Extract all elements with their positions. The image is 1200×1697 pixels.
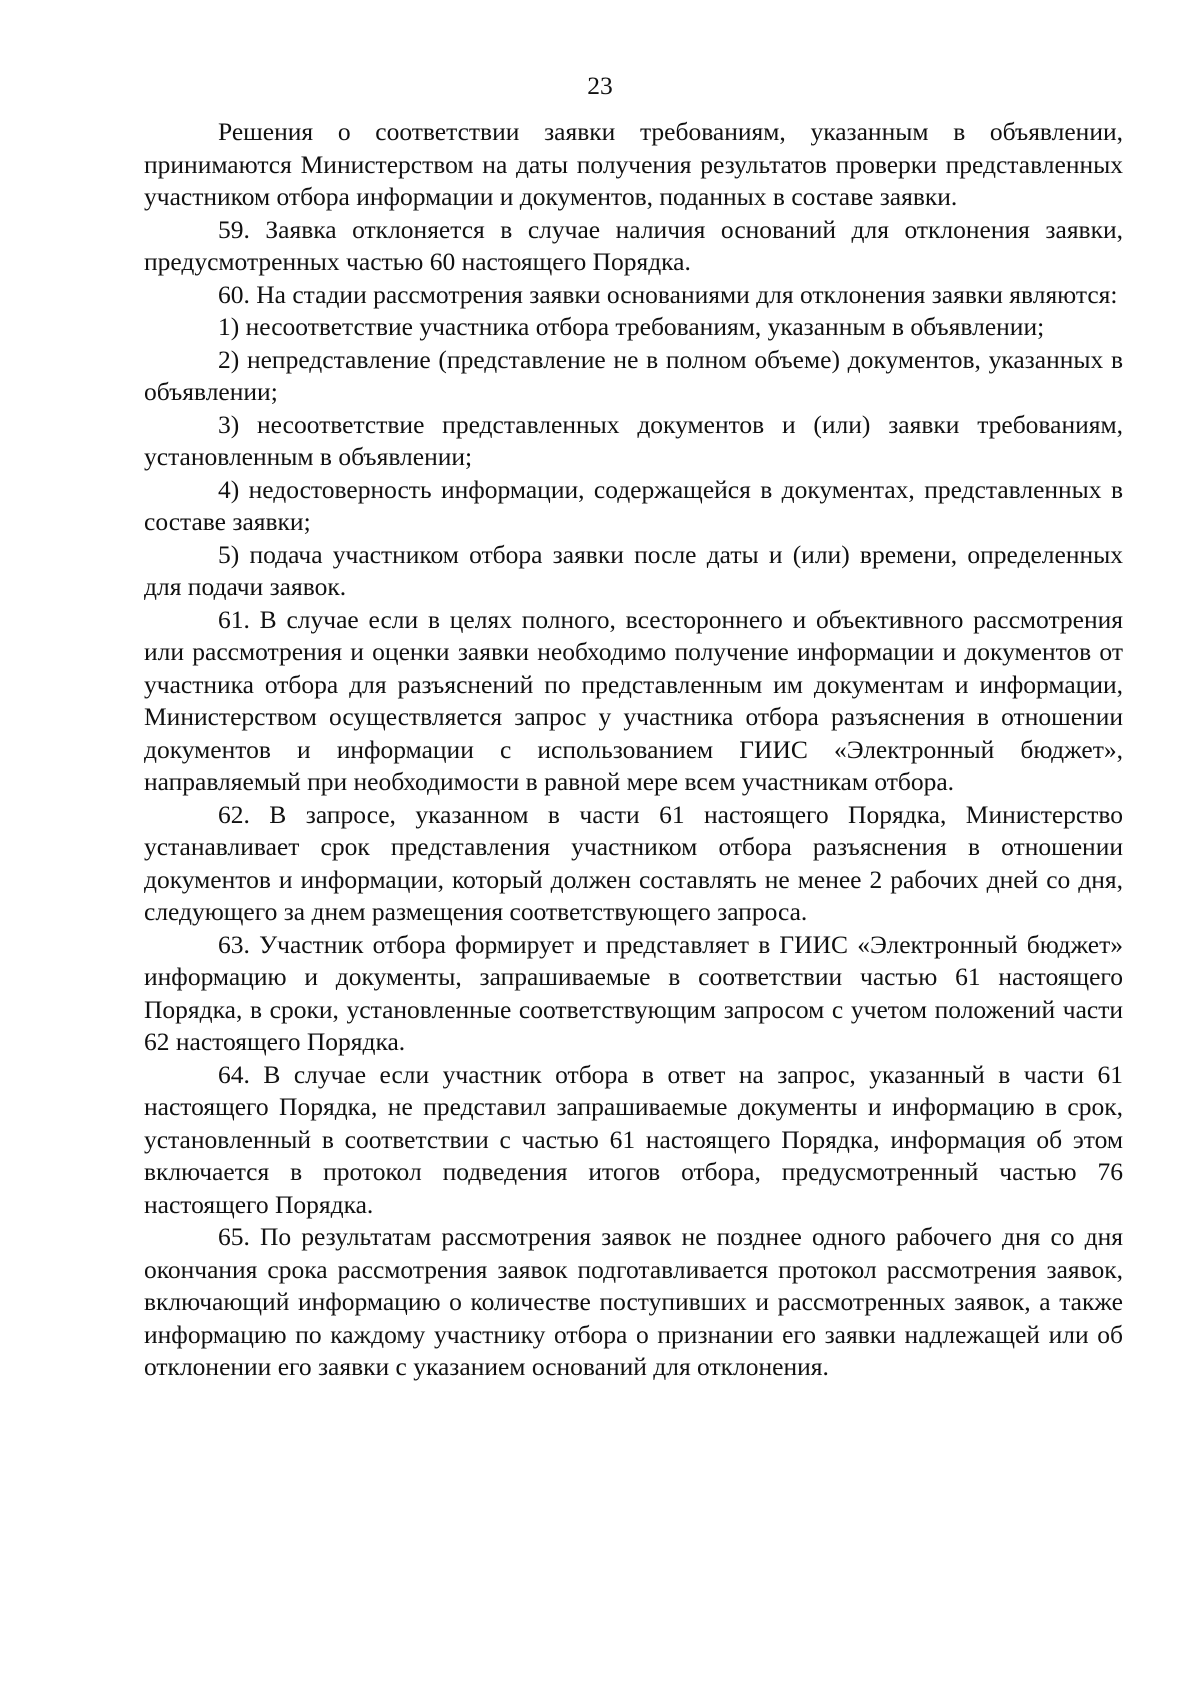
list-item-60-4: 4) недостоверность информации, содержащейся в документах, представленных в составе заявки; bbox=[144, 474, 1123, 536]
list-item-60-1: 1) несоответствие участника отбора требованиям, указанным в объявлении; bbox=[218, 312, 1045, 341]
list-item-60-5: 5) подача участником отбора заявки после даты и (или) времени, определенных для подачи заявок. bbox=[144, 539, 1123, 601]
list-item-60-3: 3) несоответствие представленных документов и (или) заявки требованиям, установленным в объявлении; bbox=[144, 409, 1123, 471]
paragraph-63: 63. Участник отбора формирует и представляет в ГИИС «Электронный бюджет» информацию и документы, запрашиваемые в соответствии частью 61 настоящего Порядка, в сроки, установленные соответствующим запросом с учетом положений части 62 настоящего Порядка. bbox=[144, 929, 1123, 1056]
paragraph-65: 65. По результатам рассмотрения заявок не позднее одного рабочего дня со дня окончания срока рассмотрения заявок подготавливается протокол рассмотрения заявок, включающий информацию о количестве поступивших и рассмотренных заявок, а также информацию по каждому участнику отбора о признании его заявки надлежащей или об отклонении его заявки с указанием оснований для отклонения. bbox=[144, 1222, 1123, 1381]
paragraph-59: 59. Заявка отклоняется в случае наличия оснований для отклонения заявки, предусмотренных частью 60 настоящего Порядка. bbox=[144, 214, 1123, 276]
document-body bbox=[144, 116, 1123, 1384]
paragraph-decision-conformity: Решения о соответствии заявки требованиям, указанным в объявлении, принимаются Министерством на даты получения результатов проверки представленных участником отбора информации и документов, поданных в составе заявки. bbox=[144, 117, 1123, 211]
paragraph-62: 62. В запросе, указанном в части 61 настоящего Порядка, Министерство устанавливает срок представления участником отбора разъяснения в отношении документов и информации, который должен составлять не менее 2 рабочих дней со дня, следующего за днем размещения соответствующего запроса. bbox=[144, 799, 1123, 926]
list-item-60-2: 2) непредставление (представление не в полном объеме) документов, указанных в объявлении; bbox=[144, 344, 1123, 406]
paragraph-60: 60. На стадии рассмотрения заявки основаниями для отклонения заявки являются: bbox=[218, 279, 1118, 309]
paragraph-64: 64. В случае если участник отбора в ответ на запрос, указанный в части 61 настоящего Порядка, не представил запрашиваемые документы и информацию в срок, установленный в соответствии с частью 61 настоящего Порядка, информация об этом включается в протокол подведения итогов отбора, предусмотренный частью 76 настоящего Порядка. bbox=[144, 1059, 1123, 1219]
paragraph-61: 61. В случае если в целях полного, всестороннего и объективного рассмотрения или рассмотрения и оценки заявки необходимо получение информации и документов от участника отбора для разъяснений по представленным им документам и информации, Министерством осуществляется запрос у участника отбора разъяснения в отношении документов и информации с использованием ГИИС «Электронный бюджет», направляемый при необходимости в равной мере всем участникам отбора. bbox=[144, 604, 1123, 796]
page-number: 23 bbox=[587, 71, 613, 100]
